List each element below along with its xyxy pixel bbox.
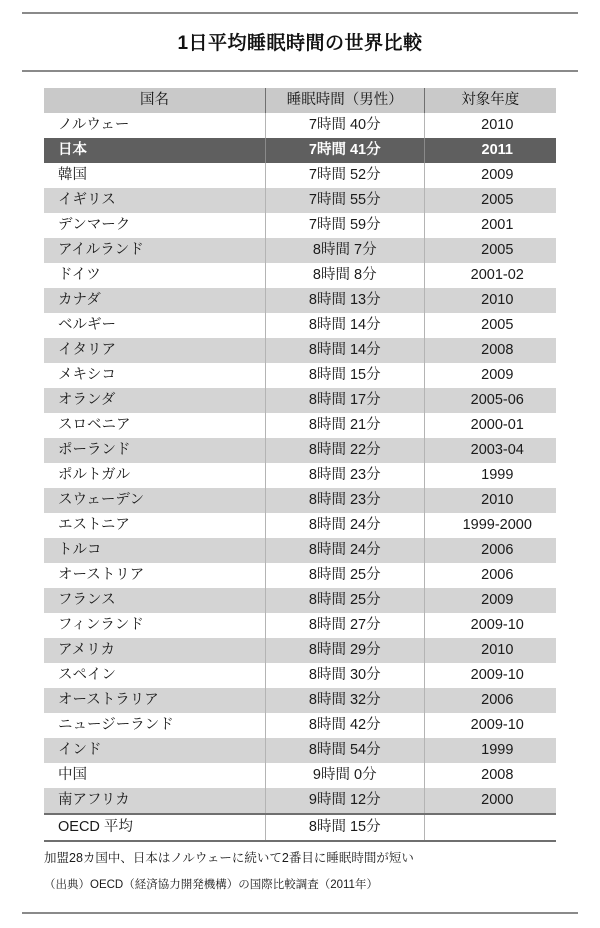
cell-sleep-time: 8時間 13分 bbox=[265, 288, 424, 313]
cell-survey-year: 2009 bbox=[424, 588, 556, 613]
cell-sleep-time: 8時間 8分 bbox=[265, 263, 424, 288]
cell-sleep-time: 8時間 14分 bbox=[265, 338, 424, 363]
cell-sleep-time: 7時間 41分 bbox=[265, 138, 424, 163]
table-row bbox=[44, 763, 556, 788]
cell-country: インド bbox=[44, 738, 265, 763]
table-row bbox=[44, 163, 556, 188]
cell-survey-year: 2003-04 bbox=[424, 438, 556, 463]
cell-country: 中国 bbox=[44, 763, 265, 788]
cell-country: フランス bbox=[44, 588, 265, 613]
table-row bbox=[44, 238, 556, 263]
cell-survey-year: 2006 bbox=[424, 563, 556, 588]
cell-sleep-time: 8時間 29分 bbox=[265, 638, 424, 663]
table-row bbox=[44, 213, 556, 238]
cell-survey-year: 2001-02 bbox=[424, 263, 556, 288]
cell-sleep-time: 7時間 40分 bbox=[265, 113, 424, 138]
cell-survey-year: 2009-10 bbox=[424, 663, 556, 688]
cell-sleep-time: 8時間 32分 bbox=[265, 688, 424, 713]
sleep-comparison-table bbox=[44, 88, 556, 842]
cell-country: ニュージーランド bbox=[44, 713, 265, 738]
cell-sleep-time: 9時間 0分 bbox=[265, 763, 424, 788]
cell-sleep-time: 8時間 27分 bbox=[265, 613, 424, 638]
title-divider bbox=[22, 70, 578, 72]
cell-survey-year: 2005 bbox=[424, 238, 556, 263]
cell-survey-year: 2006 bbox=[424, 688, 556, 713]
table-row bbox=[44, 638, 556, 663]
table-row bbox=[44, 688, 556, 713]
table-row bbox=[44, 113, 556, 138]
table-row bbox=[44, 188, 556, 213]
cell-survey-year: 1999 bbox=[424, 738, 556, 763]
table-row bbox=[44, 438, 556, 463]
cell-sleep-time: 8時間 23分 bbox=[265, 463, 424, 488]
cell-country: 韓国 bbox=[44, 163, 265, 188]
sleep-comparison-table-wrapper bbox=[44, 88, 556, 842]
cell-survey-year: 2006 bbox=[424, 538, 556, 563]
cell-survey-year: 2010 bbox=[424, 488, 556, 513]
table-row bbox=[44, 488, 556, 513]
cell-survey-year: 2005 bbox=[424, 313, 556, 338]
cell-survey-year: 2010 bbox=[424, 638, 556, 663]
column-header-sleep-time: 睡眠時間（男性） bbox=[265, 88, 424, 113]
cell-sleep-time: 8時間 23分 bbox=[265, 488, 424, 513]
cell-survey-year: 2009 bbox=[424, 163, 556, 188]
table-row bbox=[44, 788, 556, 814]
table-row bbox=[44, 263, 556, 288]
table-header-row bbox=[44, 88, 556, 113]
table-row bbox=[44, 588, 556, 613]
cell-country: ポーランド bbox=[44, 438, 265, 463]
cell-country: スウェーデン bbox=[44, 488, 265, 513]
cell-survey-year: 2005-06 bbox=[424, 388, 556, 413]
cell-survey-year: 2008 bbox=[424, 763, 556, 788]
table-row bbox=[44, 338, 556, 363]
cell-country: エストニア bbox=[44, 513, 265, 538]
page-title: 1日平均睡眠時間の世界比較 bbox=[177, 33, 423, 54]
cell-sleep-time: 8時間 21分 bbox=[265, 413, 424, 438]
cell-survey-year: 2000-01 bbox=[424, 413, 556, 438]
cell-survey-year: 2001 bbox=[424, 213, 556, 238]
cell-country: ベルギー bbox=[44, 313, 265, 338]
cell-sleep-time: 8時間 15分 bbox=[265, 363, 424, 388]
cell-sleep-time: 9時間 12分 bbox=[265, 788, 424, 814]
cell-sleep-time: 8時間 24分 bbox=[265, 513, 424, 538]
table-row bbox=[44, 413, 556, 438]
cell-survey-year: 2010 bbox=[424, 113, 556, 138]
cell-sleep-time: 8時間 15分 bbox=[265, 814, 424, 841]
table-row bbox=[44, 138, 556, 163]
cell-country: ドイツ bbox=[44, 263, 265, 288]
cell-sleep-time: 8時間 14分 bbox=[265, 313, 424, 338]
cell-country: 日本 bbox=[44, 138, 265, 163]
table-row bbox=[44, 613, 556, 638]
table-row bbox=[44, 363, 556, 388]
table-row bbox=[44, 388, 556, 413]
cell-sleep-time: 8時間 54分 bbox=[265, 738, 424, 763]
table-body bbox=[44, 113, 556, 841]
cell-survey-year: 1999 bbox=[424, 463, 556, 488]
cell-country: アメリカ bbox=[44, 638, 265, 663]
table-row bbox=[44, 563, 556, 588]
table-row bbox=[44, 538, 556, 563]
table-row-average bbox=[44, 814, 556, 841]
table-row bbox=[44, 513, 556, 538]
cell-sleep-time: 7時間 59分 bbox=[265, 213, 424, 238]
cell-survey-year: 2009-10 bbox=[424, 713, 556, 738]
table-row bbox=[44, 313, 556, 338]
cell-sleep-time: 8時間 24分 bbox=[265, 538, 424, 563]
cell-country: オーストラリア bbox=[44, 688, 265, 713]
cell-survey-year: 2009-10 bbox=[424, 613, 556, 638]
cell-sleep-time: 8時間 25分 bbox=[265, 563, 424, 588]
cell-country: デンマーク bbox=[44, 213, 265, 238]
cell-survey-year: 2011 bbox=[424, 138, 556, 163]
cell-sleep-time: 8時間 25分 bbox=[265, 588, 424, 613]
cell-country: アイルランド bbox=[44, 238, 265, 263]
top-divider bbox=[22, 12, 578, 14]
table-row bbox=[44, 663, 556, 688]
cell-sleep-time: 8時間 17分 bbox=[265, 388, 424, 413]
cell-sleep-time: 7時間 52分 bbox=[265, 163, 424, 188]
cell-country: イタリア bbox=[44, 338, 265, 363]
cell-country: OECD 平均 bbox=[44, 814, 265, 841]
cell-survey-year bbox=[424, 814, 556, 841]
cell-sleep-time: 7時間 55分 bbox=[265, 188, 424, 213]
cell-survey-year: 2008 bbox=[424, 338, 556, 363]
cell-country: イギリス bbox=[44, 188, 265, 213]
cell-sleep-time: 8時間 22分 bbox=[265, 438, 424, 463]
cell-country: メキシコ bbox=[44, 363, 265, 388]
cell-country: トルコ bbox=[44, 538, 265, 563]
cell-sleep-time: 8時間 7分 bbox=[265, 238, 424, 263]
cell-country: フィンランド bbox=[44, 613, 265, 638]
cell-country: ポルトガル bbox=[44, 463, 265, 488]
cell-sleep-time: 8時間 42分 bbox=[265, 713, 424, 738]
cell-survey-year: 2009 bbox=[424, 363, 556, 388]
cell-country: 南アフリカ bbox=[44, 788, 265, 814]
cell-survey-year: 2005 bbox=[424, 188, 556, 213]
cell-survey-year: 1999-2000 bbox=[424, 513, 556, 538]
cell-country: カナダ bbox=[44, 288, 265, 313]
cell-country: スロベニア bbox=[44, 413, 265, 438]
column-header-survey-year: 対象年度 bbox=[424, 88, 556, 113]
table-row bbox=[44, 738, 556, 763]
cell-country: オーストリア bbox=[44, 563, 265, 588]
cell-country: スペイン bbox=[44, 663, 265, 688]
note-ranking: 加盟28カ国中、日本はノルウェーに続いて2番目に睡眠時間が短い bbox=[44, 851, 414, 865]
cell-survey-year: 2010 bbox=[424, 288, 556, 313]
table-row bbox=[44, 288, 556, 313]
cell-survey-year: 2000 bbox=[424, 788, 556, 814]
bottom-divider bbox=[22, 912, 578, 914]
cell-country: ノルウェー bbox=[44, 113, 265, 138]
column-header-country: 国名 bbox=[44, 88, 265, 113]
note-source: （出典）OECD（経済協力開発機構）の国際比較調査（2011年） bbox=[44, 879, 378, 891]
cell-country: オランダ bbox=[44, 388, 265, 413]
table-row bbox=[44, 463, 556, 488]
table-row bbox=[44, 713, 556, 738]
table-header bbox=[44, 88, 556, 113]
table-notes bbox=[44, 848, 564, 892]
cell-sleep-time: 8時間 30分 bbox=[265, 663, 424, 688]
